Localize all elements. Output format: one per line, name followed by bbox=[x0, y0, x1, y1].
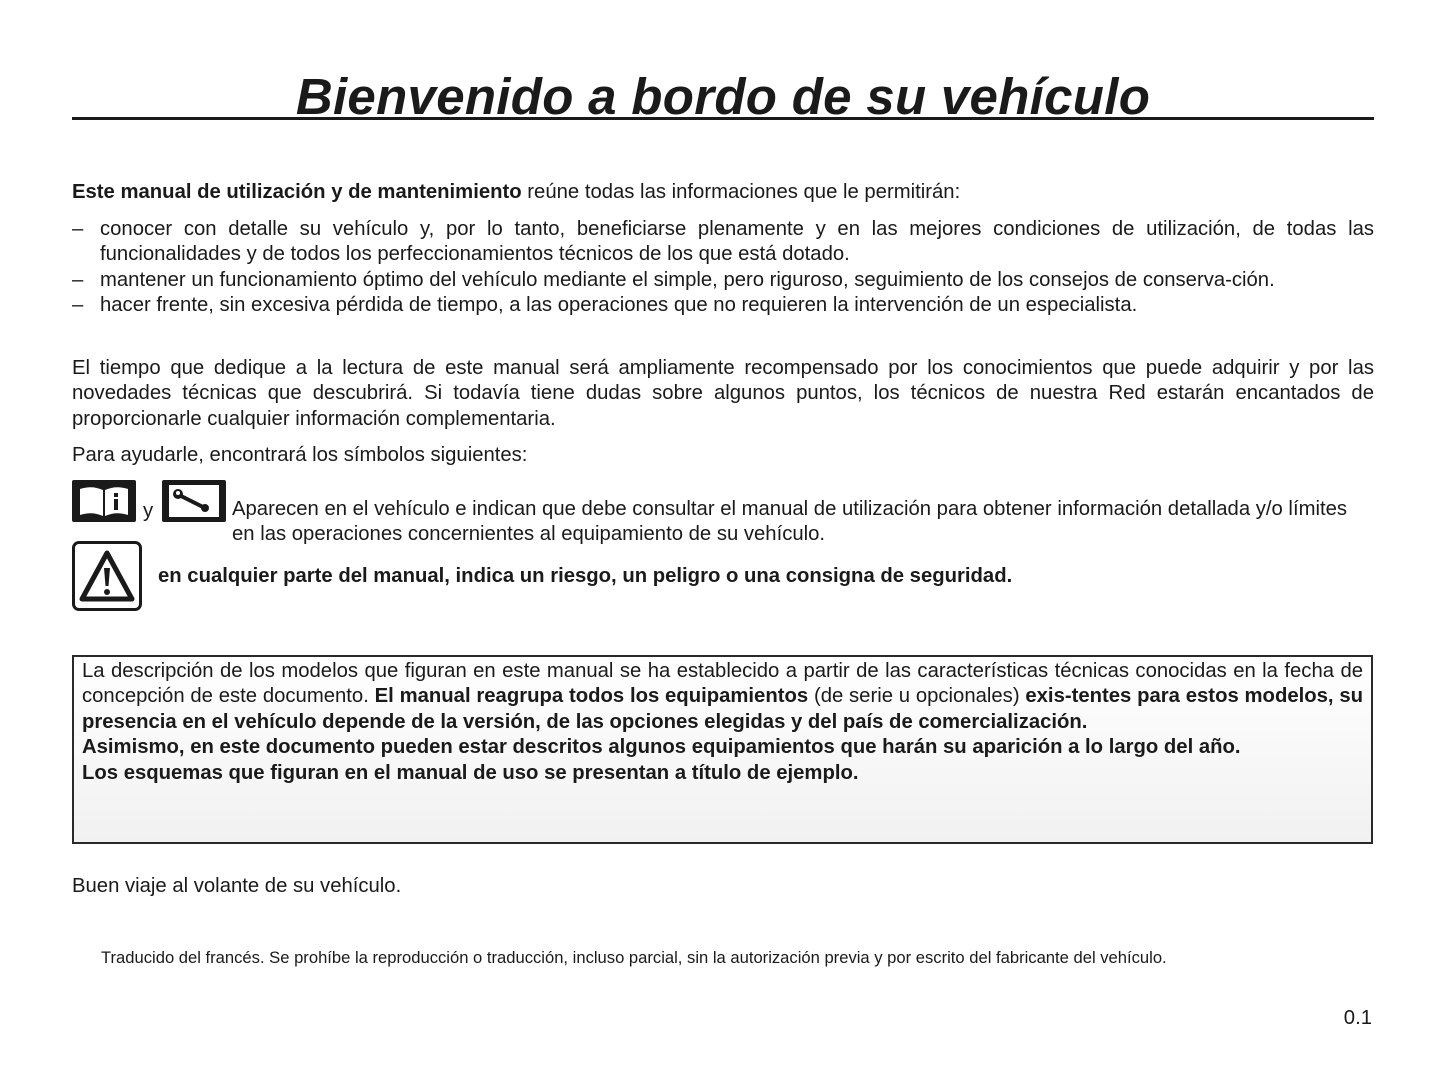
title-block bbox=[72, 66, 1374, 125]
bullet-dash: – bbox=[72, 268, 84, 291]
list-item-text: hacer frente, sin excesiva pérdida de tiempo, a las operaciones que no requieren la intervención de un especialista. bbox=[100, 294, 1138, 317]
manual-book-icon bbox=[72, 480, 136, 522]
list-item bbox=[72, 268, 1374, 293]
benefits-list bbox=[72, 217, 1374, 319]
notice-part2: El manual reagrupa todos los equipamientos bbox=[374, 685, 809, 708]
copyright-footnote: Traducido del francés. Se prohíbe la reproducción o traducción, incluso parcial, sin la autorización previa y por escrito del fabricante del vehículo. bbox=[101, 948, 1167, 967]
reading-time-paragraph: El tiempo que dedique a la lectura de este manual será ampliamente recompensado por los conocimientos que puede adquirir y por las novedades técnicas que descubrirá. Si todavía tiene dudas sobre algunos puntos, los técnicos de nuestra Red estarán encantados de proporcionarle cualquier información complementaria. bbox=[72, 357, 1374, 430]
list-item-text: conocer con detalle su vehículo y, por lo tanto, beneficiarse plenamente y en las mejores condiciones de utilización, de todas las funcionalidades y de todos los perfeccionamientos técnicos de los que está dotado. bbox=[100, 218, 1374, 266]
warning-row bbox=[72, 541, 1374, 616]
intro-rest: reúne todas las informaciones que le permitirán: bbox=[521, 181, 961, 203]
list-item bbox=[72, 293, 1374, 318]
symbols-description: Aparecen en el vehículo e indican que debe consultar el manual de utilización para obtener información detallada y/o límites en las operaciones concernientes al equipamiento de su vehículo. bbox=[232, 498, 1348, 546]
notice-part4: exis-tentes para estos modelos, su presencia en el vehículo depende de la versión, de las opciones elegidas y del país de comercialización. bbox=[82, 685, 1364, 733]
warning-triangle-icon bbox=[72, 541, 142, 611]
bullet-dash: – bbox=[72, 294, 84, 317]
symbols-row bbox=[72, 480, 1374, 550]
intro-paragraph bbox=[72, 180, 1374, 205]
page-title: Bienvenido a bordo de su vehículo bbox=[295, 68, 1151, 125]
warning-text: en cualquier parte del manual, indica un riesgo, un peligro o una consigna de seguridad. bbox=[158, 565, 1013, 587]
notice-line2: Asimismo, en este documento pueden estar descritos algunos equipamientos que harán su aparición a lo largo del año. bbox=[82, 736, 1241, 759]
symbols-intro-paragraph: Para ayudarle, encontrará los símbolos siguientes: bbox=[72, 444, 528, 466]
list-item bbox=[72, 217, 1374, 268]
notice-line3: Los esquemas que figuran en el manual de uso se presentan a título de ejemplo. bbox=[82, 761, 859, 784]
list-item-text: mantener un funcionamiento óptimo del vehículo mediante el simple, pero riguroso, seguimiento de los consejos de conserva-ción. bbox=[100, 268, 1275, 291]
notice-part3: (de serie u opcionales) bbox=[808, 685, 1026, 708]
notice-part1: La descripción de los modelos que figuran en este manual se ha establecido a partir de las características técnicas conocidas en la fecha de concepción de este documento. bbox=[82, 660, 1363, 708]
bullet-dash: – bbox=[72, 218, 84, 240]
farewell-text: Buen viaje al volante de su vehículo. bbox=[72, 875, 402, 897]
intro-bold: Este manual de utilización y de mantenimiento bbox=[72, 181, 522, 203]
wrench-icon bbox=[162, 480, 226, 522]
page-number: 0.1 bbox=[1343, 1007, 1372, 1029]
symbol-connector: y bbox=[143, 500, 154, 522]
notice-box bbox=[72, 655, 1373, 844]
notice-paragraph bbox=[82, 659, 1363, 735]
